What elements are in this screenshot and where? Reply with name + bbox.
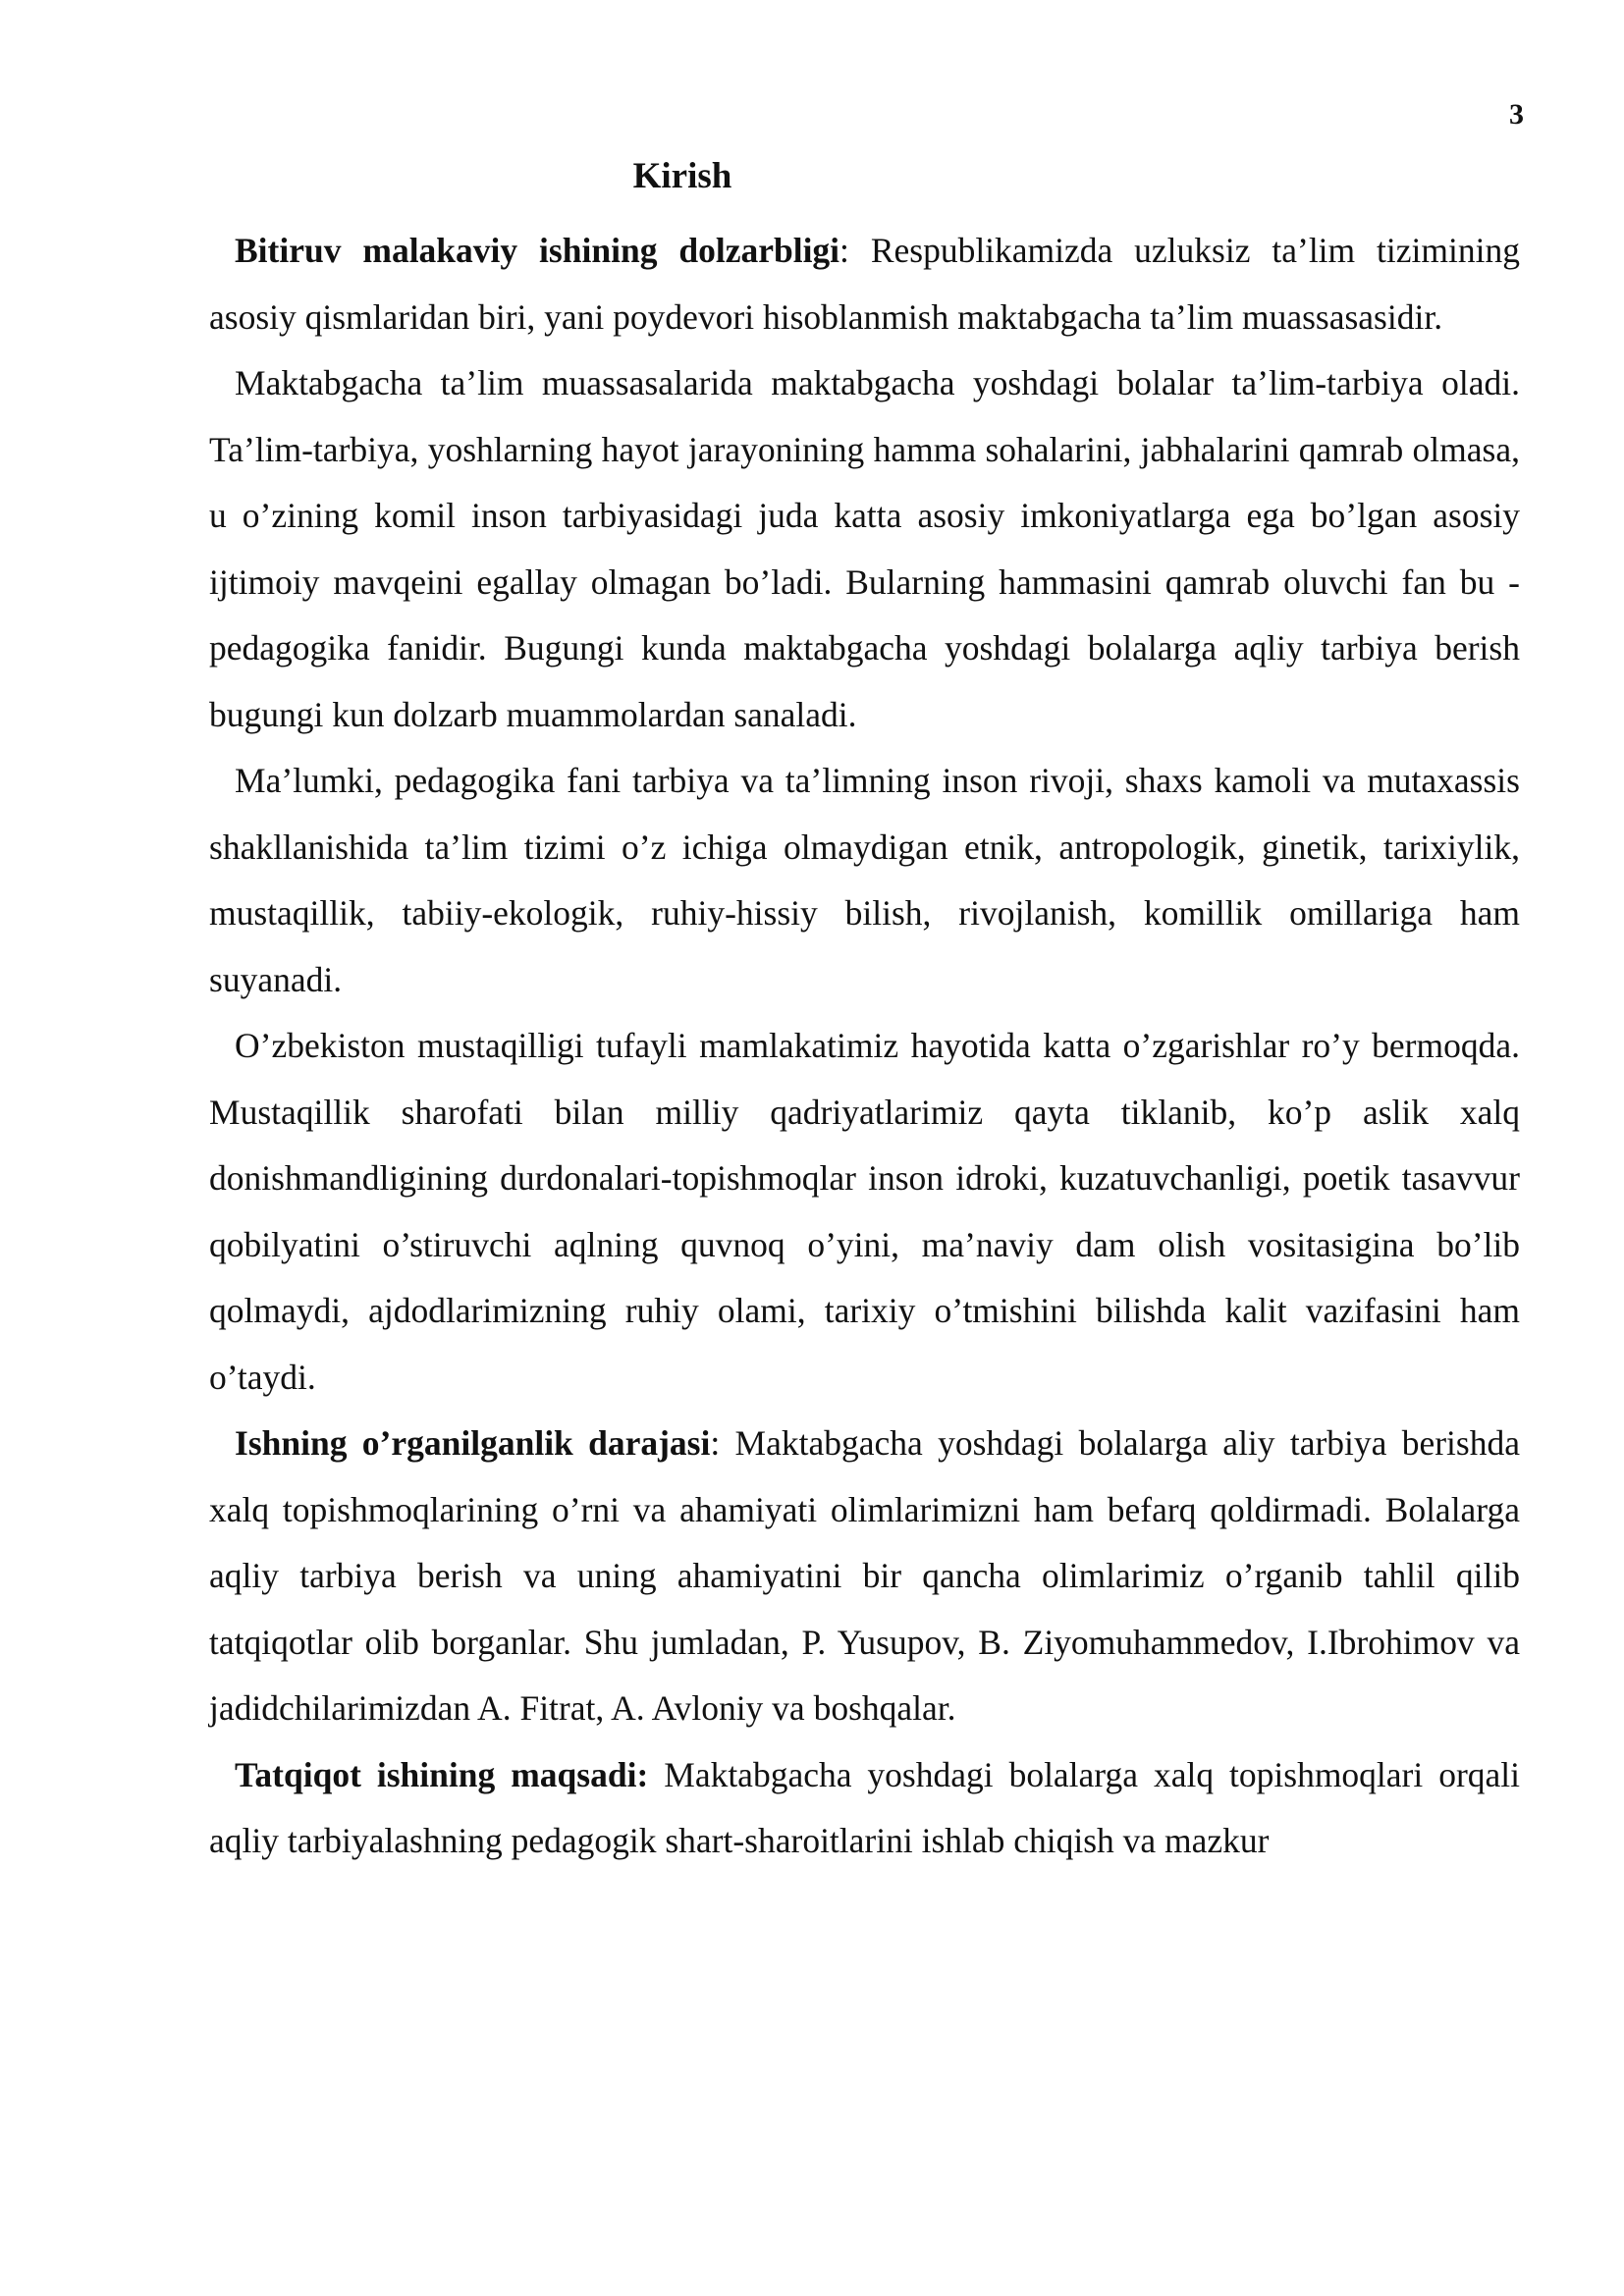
paragraph-preschool: [209, 350, 1520, 748]
paragraph-lead-suffix: :: [710, 1423, 735, 1463]
paragraph-text: Ma’lumki, pedagogika fani tarbiya va ta’limning inson rivoji, shaxs kamoli va mutaxassis shakllanishida ta’lim tizimi o’z ichiga olmaydigan etnik, antropologik, ginetik, tarixiylik, mustaqillik, tabiiy-ekologik, ruhiy-hissiy bilish, rivojlanish, komillik omillariga ham suyanadi.: [209, 761, 1520, 999]
paragraph-lead: Tatqiqot ishining maqsadi:: [235, 1754, 649, 1794]
page-number: 3: [1509, 98, 1524, 131]
paragraph-lead-suffix: :: [839, 231, 871, 270]
paragraph-lead-suffix: [648, 1755, 664, 1794]
paragraph-independence: [209, 1013, 1520, 1411]
document-body: [209, 218, 1520, 1875]
paragraph-lead: Bitiruv malakaviy ishining dolzarbligi: [235, 231, 840, 270]
paragraph-text: Maktabgacha yoshdagi bolalarga xalq topishmoqlari orqali aqliy tarbiyalashning pedagogik shart-sharoitlarini ishlab chiqish va mazkur: [209, 1754, 1520, 1860]
paragraph-text: Maktabgacha ta’lim muassasalarida maktabgacha yoshdagi bolalar ta’lim-tarbiya oladi. Ta’lim-tarbiya, yoshlarning hayot jarayonining hamma sohalarini, jabhalarini qamrab olmasa, u o’zining komil inson tarbiyasidagi juda katta asosiy imkoniyatlarga ega bo’lgan asosiy ijtimoiy mavqeini egallay olmagan bo’ladi. Bularning hammasini qamrab oluvchi fan bu - pedagogika fanidir. Bugungi kunda maktabgacha yoshdagi bolalarga aqliy tarbiya berish bugungi kun dolzarb muammolardan sanaladi.: [209, 363, 1520, 734]
paragraph-text: Maktabgacha yoshdagi bolalarga aliy tarbiya berishda xalq topishmoqlarining o’rni va ahamiyati olimlarimizni ham befarq qoldirmadi. Bolalarga aqliy tarbiya berish va uning ahamiyatini bir qancha olimlarimiz o’rganib tahlil qilib tatqiqotlar olib borganlar. Shu jumladan, P. Yusupov, B. Ziyomuhammedov, I.Ibrohimov va jadidchilarimizdan A. Fitrat, A. Avloniy va boshqalar.: [209, 1423, 1520, 1728]
paragraph-pedagogy: [209, 748, 1520, 1013]
section-title: Kirish: [632, 156, 732, 196]
paragraph-research-level: [209, 1411, 1520, 1742]
paragraph-lead: Ishning o’rganilganlik darajasi: [235, 1423, 711, 1463]
paragraph-text: Respublikamizda uzluksiz ta’lim tizimining asosiy qismlaridan biri, yani poydevori hisoblanmish maktabgacha ta’lim muassasasidir.: [209, 231, 1520, 337]
paragraph-relevance: [209, 218, 1520, 350]
paragraph-research-goal: [209, 1742, 1520, 1875]
paragraph-text: O’zbekiston mustaqilligi tufayli mamlakatimiz hayotida katta o’zgarishlar ro’y bermoqda. Mustaqillik sharofati bilan milliy qadriyatlarimiz qayta tiklanib, ko’p aslik xalq donishmandligining durdonalari-topishmoqlar inson idroki, kuzatuvchanligi, poetik tasavvur qobilyatini o’stiruvchi aqlning quvnoq o’yini, ma’naviy dam olish vositasigina bo’lib qolmaydi, ajdodlarimizning ruhiy olami, tarixiy o’tmishini bilishda kalit vazifasini ham o’taydi.: [209, 1026, 1520, 1397]
